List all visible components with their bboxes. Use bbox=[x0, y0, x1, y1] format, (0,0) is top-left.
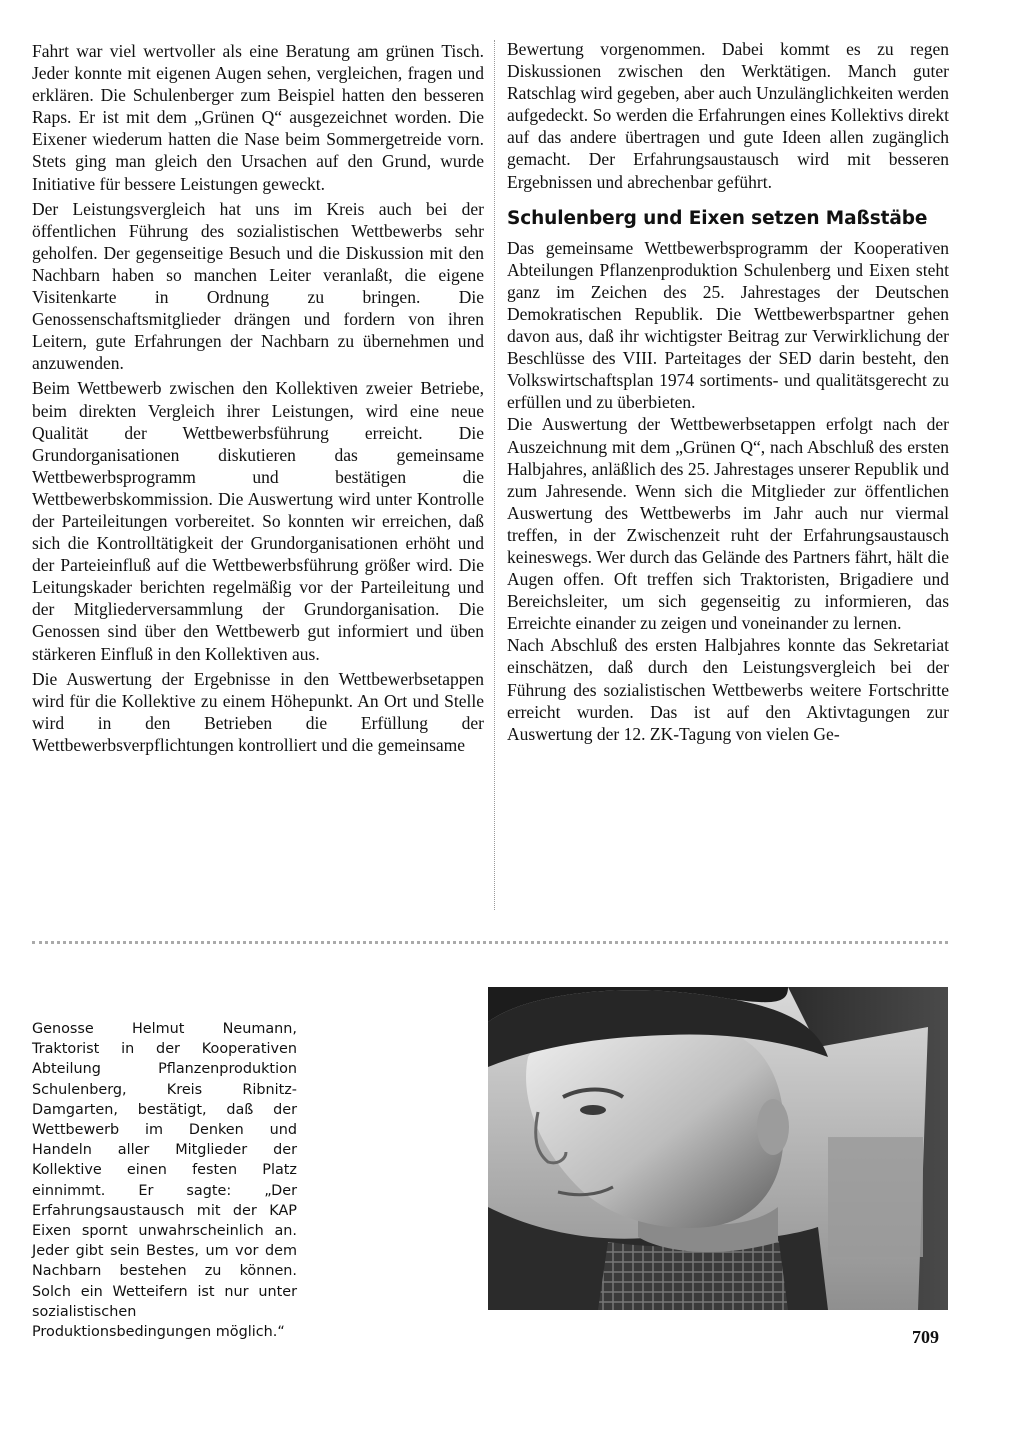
paragraph: Beim Wettbewerb zwischen den Kollektiven zweier Betriebe, beim direkten Vergleich ihrer Leistungen, wird eine neue Qualität der Wettbewerbsführung erreicht. Die Grundorganisationen diskutieren das gemeinsame Wettbewerbsprogramm und bestätigen die Wettbewerbskommission. Die Auswertung wird unter Kontrolle der Parteileitungen vorbereitet. So konnten wir erreichen, daß sich die Kontrolltätigkeit der Grundorganisationen erhöht und der Parteieinfluß auf die Wettbewerbsführung größer wird. Die Leitungskader berichten regelmäßig vor der Parteileitung und der Mitgliederversammlung der Grundorganisation. Die Genossen sind über den Wettbewerb gut informiert und üben stärkeren Einfluß in den Kollektiven aus. bbox=[32, 378, 484, 664]
photo-caption: Genosse Helmut Neumann, Traktorist in der Kooperativen Abteilung Pflanzenproduktion Schulenberg, Kreis Ribnitz-Damgarten, bestätigt, daß der Wettbewerb im Denken und Handeln aller Mitglieder der Kollektive einen festen Platz einnimmt. Er sagte: „Der Erfahrungsaustausch mit der KAP Eixen spornt unwahrscheinlich an. Jeder gibt sein Bestes, um vor dem Nachbarn bestehen zu können. Solch ein Wetteifern ist nur unter sozialistischen Produktionsbedingungen möglich.“ bbox=[32, 1021, 297, 1341]
column-divider bbox=[494, 40, 495, 910]
paragraph: Die Auswertung der Ergebnisse in den Wettbewerbsetappen wird für die Kollektive zu einem Höhepunkt. An Ort und Stelle wird in den Betrieben die Erfüllung der Wettbewerbsverpflichtungen kontrolliert und die gemeinsame bbox=[32, 668, 484, 755]
page-number: 709 bbox=[912, 1327, 939, 1347]
paragraph: Bewertung vorgenommen. Dabei kommt es zu regen Diskussionen zwischen den Werktätigen. Manch guter Ratschlag wird gegeben, aber auch Unzulänglichkeiten werden aufgedeckt. So werden die Erfahrungen eines Kollektivs direkt auf das andere übertragen und gute Ideen allen zugänglich gemacht. Der Erfahrungsaustausch wird mit besseren Ergebnissen und abrechenbar geführt. bbox=[507, 39, 949, 192]
paragraph: Die Auswertung der Wettbewerbsetappen erfolgt nach der Auszeichnung mit dem „Grünen Q“, nach Abschluß des ersten Halbjahres, anläßlich des 25. Jahrestages unserer Republik und zum Jahresende. Wenn sich die Mitglieder zur öffentlichen Auswertung des Wettbewerbs im Jahr auch nur viermal treffen, in der Zwischenzeit ruht der Erfahrungsaustausch keineswegs. Wer durch das Gelände des Partners fährt, hält die Augen offen. Oft treffen sich Traktoristen, Brigadiere und Bereichsleiter, um sich gegenseitig zu informieren, das Erreichte einander zu zeigen und voneinander zu lernen. bbox=[507, 414, 949, 634]
paragraph: Das gemeinsame Wettbewerbsprogramm der Kooperativen Abteilungen Pflanzenproduktion Schulenberg und Eixen steht ganz im Zeichen des 25. Jahrestages der Deutschen Demokratischen Republik. Die Wettbewerbspartner gehen davon aus, daß ihr wichtigster Beitrag zur Verwirklichung der Beschlüsse des VIII. Parteitages der SED darin besteht, den Volkswirtschaftsplan 1974 sortiments- und qualitätsgerecht zu erfüllen und zu überbieten. bbox=[507, 237, 949, 413]
paragraph: Nach Abschluß des ersten Halbjahres konnte das Sekretariat einschätzen, daß durch den Leistungsvergleich bei der Führung des sozialistischen Wettbewerbs weitere Fortschritte erreicht wurden. Das ist auf den Aktivtagungen zur Auswertung der 12. ZK-Tagung von vielen Ge- bbox=[507, 635, 949, 744]
section-divider bbox=[32, 941, 948, 944]
portrait-photo-illustration bbox=[488, 987, 948, 1310]
section-heading: Schulenberg und Eixen setzen Maßstäbe bbox=[507, 207, 928, 229]
paragraph: Der Leistungsvergleich hat uns im Kreis auch bei der öffentlichen Führung des sozialistischen Wettbewerbs sehr geholfen. Der gegenseitige Besuch und die Diskussion mit den Nachbarn haben so manchen Leiter veranlaßt, die eigene Visitenkarte in Ordnung zu bringen. Die Genossenschaftsmitglieder drängen und fordern von ihren Leitern, gute Erfahrungen der Nachbarn zu übernehmen und anzuwenden. bbox=[32, 198, 484, 374]
portrait-photo bbox=[488, 987, 948, 1310]
paragraph: Fahrt war viel wertvoller als eine Beratung am grünen Tisch. Jeder konnte mit eigenen Augen sehen, vergleichen, fragen und erklären. Die Schulenberger zum Beispiel hatten den besseren Raps. Er ist mit dem „Grünen Q“ ausgezeichnet worden. Die Eixener wiederum hatten die Nase beim Sommergetreide vorn. Stets ging man gleich den Ursachen auf den Grund, wurde Initiative für bessere Leistungen geweckt. bbox=[32, 41, 484, 194]
article-left-column bbox=[32, 40, 484, 756]
article-right-column bbox=[507, 38, 949, 745]
